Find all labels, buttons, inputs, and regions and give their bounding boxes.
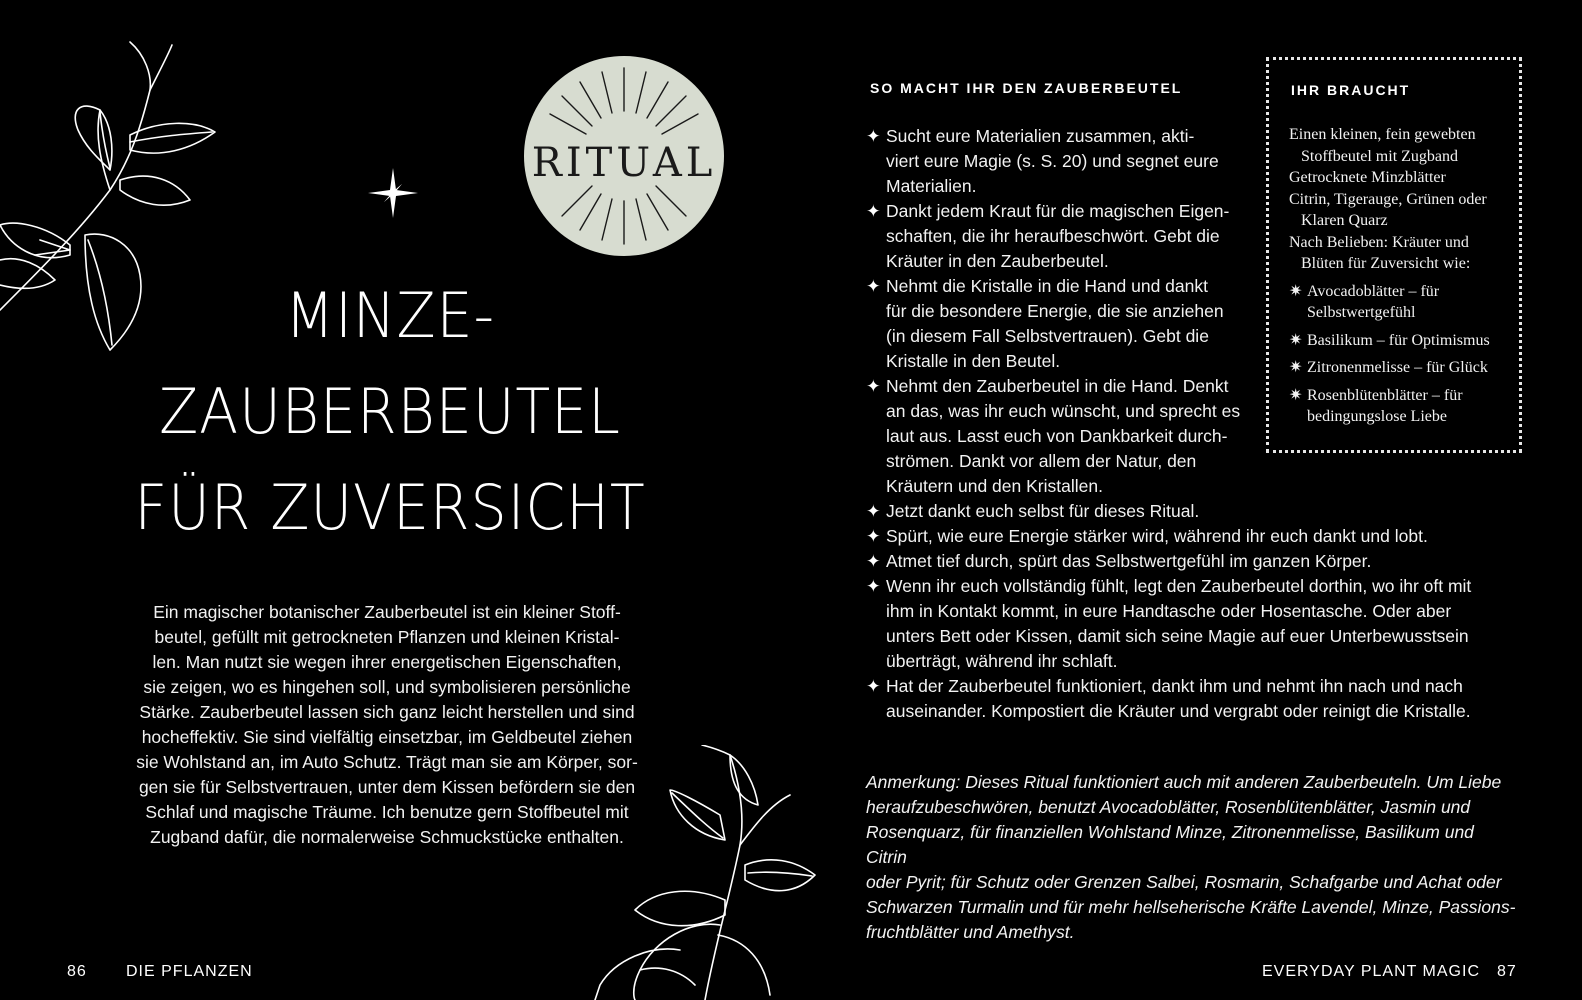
book-title: EVERYDAY PLANT MAGIC	[1262, 963, 1480, 980]
star-bullet-icon: ✷	[1289, 386, 1303, 404]
page-number-left: 86	[67, 963, 87, 980]
four-point-star-icon: ✦	[866, 376, 881, 396]
supply-item: Nach Belieben: Kräuter und Blüten für Zuversicht wie:	[1289, 233, 1471, 272]
list-item: ✦ Nehmt die Kristalle in die Hand und dankt für die besondere Energie, die sie anziehen (in diesem Fall Selbstvertrauen). Gebt die Kristalle in den Beutel.	[866, 276, 1224, 371]
title-line: ZAUBERBEUTEL	[159, 375, 621, 448]
list-item: ✷ Rosenblütenblätter – für bedingungslose Liebe	[1289, 386, 1463, 425]
title-line: FÜR ZUVERSICHT	[134, 471, 646, 544]
list-item: ✦ Dankt jedem Kraut für die magischen Eigen- schaften, die ihr heraufbeschwört. Gebt die Kräuter in den Zauberbeutel.	[866, 201, 1230, 271]
intro-line: gen sie für Selbstvertrauen, unter dem Kissen befördern sie den	[138, 777, 636, 797]
note-paragraph: Anmerkung: Dieses Ritual funktioniert auch mit anderen Zauberbeuteln. Um Liebe heraufzubeschwören, benutzt Avocadoblätter, Rosenblütenblätter, Jasmin und Rosenquarz, für finanziellen Wohlstand Minze, Zitronenmelisse, Basilikum und Citrin oder Pyrit; für Schutz oder Grenzen Salbei, Rosmarin, Schafgarbe und Achat oder Schwarzen Turmalin und für mehr hellseherische Kräfte Lavendel, Minze, Passions- fruchtblätter und Amethyst.	[866, 772, 1516, 942]
list-item: ✦ Jetzt dankt euch selbst für dieses Ritual.	[866, 499, 1516, 524]
page-number-right: 87	[1497, 963, 1517, 980]
intro-line: Zugband dafür, die normalerweise Schmuckstücke enthalten.	[150, 827, 624, 847]
supplies-heading: IHR BRAUCHT	[1291, 82, 1411, 98]
list-item: ✷ Avocadoblätter – für Selbstwertgefühl	[1289, 282, 1440, 321]
four-point-star-icon: ✦	[866, 526, 881, 546]
sparkle-icon	[366, 166, 420, 220]
intro-paragraph	[122, 600, 652, 850]
supply-item: Getrocknete Minzblätter	[1289, 169, 1446, 186]
supply-item: Einen kleinen, fein gewebten Stoffbeutel mit Zugband	[1289, 126, 1476, 165]
intro-line: Stärke. Zauberbeutel lassen sich ganz leicht herstellen und sind	[139, 702, 635, 722]
supplies-box	[1266, 57, 1522, 453]
list-item: ✷ Basilikum – für Optimismus	[1289, 330, 1515, 352]
intro-line: Ein magischer botanischer Zauberbeutel ist ein kleiner Stoff-	[153, 602, 621, 622]
title-line: MINZE-	[285, 279, 495, 352]
four-point-star-icon: ✦	[866, 276, 881, 296]
intro-line: beutel, gefüllt mit getrockneten Pflanzen und kleinen Kristal-	[154, 627, 620, 647]
four-point-star-icon: ✦	[866, 551, 881, 571]
section-heading: SO MACHT IHR DEN ZAUBERBEUTEL	[870, 80, 1183, 96]
list-item: ✦ Wenn ihr euch vollständig fühlt, legt den Zauberbeutel dorthin, wo ihr oft mit ihm in Kontakt kommt, in eure Handtasche oder Hosentasche. Oder aber unters Bett oder Kissen, damit sich seine Magie auf euer Unterbewusstsein überträgt, während ihr schlaft.	[866, 576, 1472, 671]
star-bullet-icon: ✷	[1289, 282, 1303, 300]
ritual-seal	[524, 56, 724, 256]
four-point-star-icon: ✦	[866, 201, 881, 221]
list-item: ✦ Atmet tief durch, spürt das Selbstwertgefühl im ganzen Körper.	[866, 549, 1516, 574]
four-point-star-icon: ✦	[866, 501, 881, 521]
list-item: ✦ Nehmt den Zauberbeutel in die Hand. Denkt an das, was ihr euch wünscht, und sprecht es laut aus. Lasst euch von Dankbarkeit durch- strömen. Dankt vor allem der Natur, den Kräutern und den Kristallen.	[866, 376, 1241, 496]
intro-line: Schlaf und magische Träume. Ich benutze gern Stoffbeutel mit	[145, 802, 629, 822]
four-point-star-icon: ✦	[866, 576, 881, 596]
list-item: ✦ Hat der Zauberbeutel funktioniert, dankt ihm und nehmt ihn nach und nach auseinander. Kompostiert die Kräuter und vergrabt oder reinigt die Kristalle.	[866, 676, 1471, 721]
four-point-star-icon: ✦	[866, 676, 881, 696]
seal-label: RITUAL	[531, 140, 717, 186]
list-item: ✷ Zitronenmelisse – für Glück	[1289, 357, 1515, 379]
supply-item: Citrin, Tigerauge, Grünen oder Klaren Quarz	[1289, 190, 1487, 229]
section-label: DIE PFLANZEN	[126, 963, 253, 980]
intro-line: hocheffektiv. Sie sind vielfältig einsetzbar, im Geldbeutel ziehen	[141, 727, 633, 747]
list-item: ✦ Sucht eure Materialien zusammen, akti- viert eure Magie (s. S. 20) und segnet eure Materialien.	[866, 126, 1219, 196]
star-bullet-icon: ✷	[1289, 331, 1303, 349]
mint-sprig-illustration-bottom	[580, 745, 830, 1000]
page-title	[100, 268, 680, 556]
supplies-list	[1289, 124, 1515, 434]
intro-line: sie zeigen, wo es hingehen soll, und symbolisieren persönliche	[143, 677, 631, 697]
optional-herbs-list	[1289, 281, 1515, 428]
note-lead: Anmerkung:	[866, 772, 961, 792]
intro-line: len. Man nutzt sie wegen ihrer energetischen Eigenschaften,	[152, 652, 622, 672]
four-point-star-icon: ✦	[866, 126, 881, 146]
intro-line: sie Wohlstand an, im Auto Schutz. Trägt man sie am Körper, sor-	[136, 752, 638, 772]
list-item: ✦ Spürt, wie eure Energie stärker wird, während ihr euch dankt und lobt.	[866, 524, 1516, 549]
star-bullet-icon: ✷	[1289, 359, 1303, 376]
